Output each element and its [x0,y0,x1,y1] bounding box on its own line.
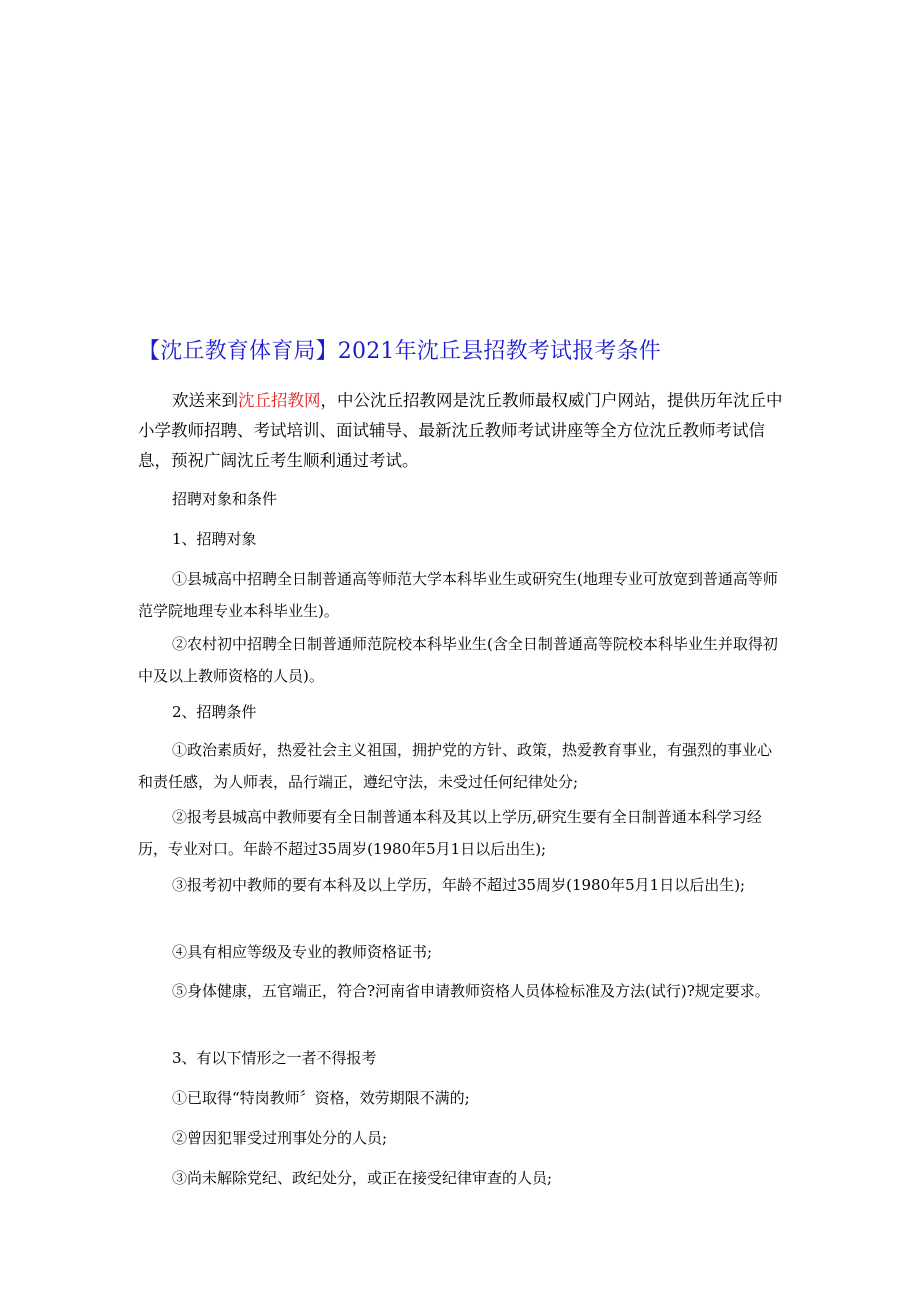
intro-paragraph [138,386,784,476]
subheading-exclusions: 3、有以下情形之一者不得报考 [172,1049,377,1067]
document-title: 【沈丘教育体育局】2021年沈丘县招教考试报考条件 [138,339,661,364]
target-item-rural-middle-school: ②农村初中招聘全日制普通师范院校本科毕业生(含全日制普通高等院校本科毕业生并取得初中及以上教师资格的人员)。 [138,635,778,685]
condition-item-health: ⑤身体健康，五官端正，符合?河南省申请教师资格人员体检标准及方法(试行)?规定要求。 [172,982,770,1000]
condition-item-high-school-education: ②报考县城高中教师要有全日制普通本科及其以上学历,研究生要有全日制普通本科学习经历，专业对口。年龄不超过35周岁(1980年5月1日以后出生); [138,808,762,858]
subheading-recruitment-targets: 1、招聘对象 [172,530,257,548]
exclusion-item-special-post: ①已取得“特岗教师〞资格，效劳期限不满的; [172,1089,470,1107]
section-heading-recruitment: 招聘对象和条件 [172,490,278,508]
condition-item-political: ①政治素质好，热爱社会主义祖国，拥护党的方针、政策，热爱教育事业，有强烈的事业心和责任感，为人师表，品行端正，遵纪守法，未受过任何纪律处分; [138,741,773,791]
subheading-recruitment-conditions: 2、招聘条件 [172,703,257,721]
intro-text-before: 欢送来到 [172,391,238,410]
condition-item-certificate: ④具有相应等级及专业的教师资格证书; [172,943,433,961]
target-item-high-school: ①县城高中招聘全日制普通高等师范大学本科毕业生或研究生(地理专业可放宽到普通高等师范学院地理专业本科毕业生)。 [138,570,778,620]
exclusion-item-criminal: ②曾因犯罪受过刑事处分的人员; [172,1129,388,1147]
exclusion-item-discipline: ③尚未解除党纪、政纪处分，或正在接受纪律审查的人员; [172,1169,553,1187]
condition-item-middle-school-education: ③报考初中教师的要有本科及以上学历，年龄不超过35周岁(1980年5月1日以后出生); [172,876,746,894]
shenqiu-recruitment-link[interactable]: 沈丘招教网 [238,391,321,410]
intro-text-after: ，中公沈丘招教网是沈丘教师最权威门户网站，提供历年沈丘中小学教师招聘、考试培训、面试辅导、最新沈丘教师考试讲座等全方位沈丘教师考试信息，预祝广阔沈丘考生顺利通过考试。 [138,391,783,470]
